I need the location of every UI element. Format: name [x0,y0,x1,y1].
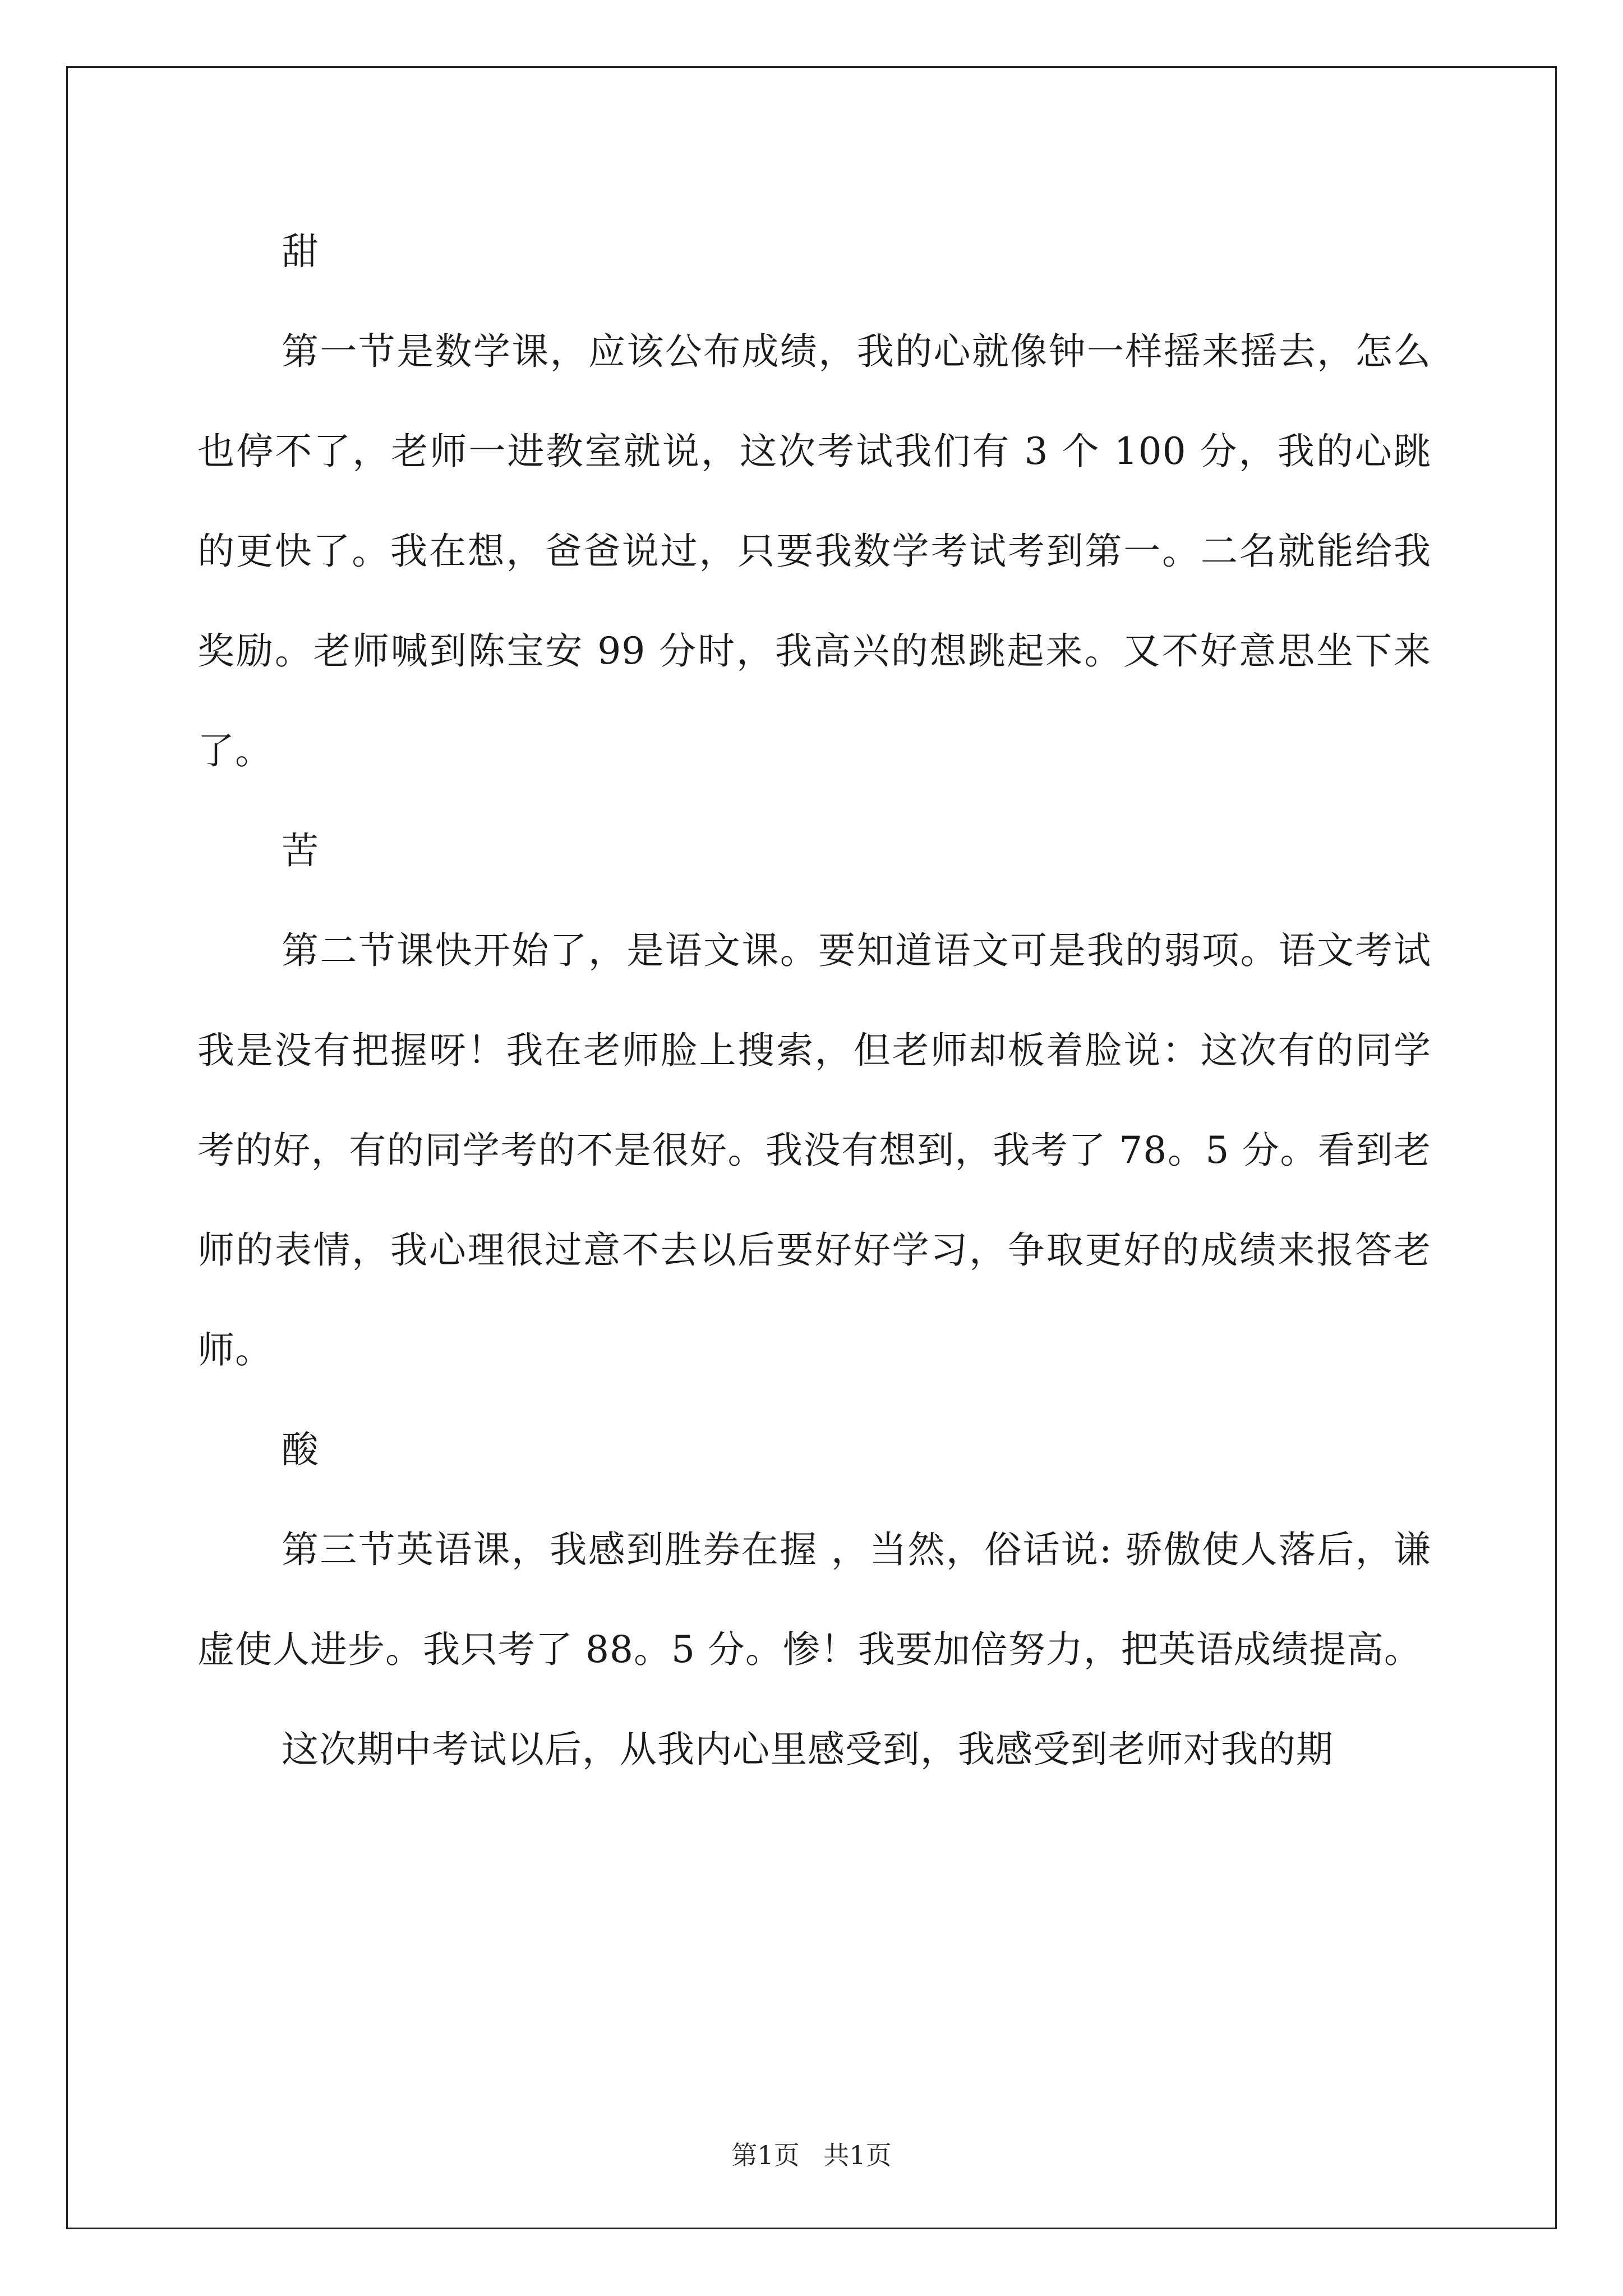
document-body [197,202,1431,1800]
paragraph-english-class: 第三节英语课，我感到胜券在握 ，当然，俗话说: 骄傲使人落后，谦虚使人进步。我只考了 88。5 分。惨！我要加倍努力，把英语成绩提高。 [197,1528,1431,1671]
paragraph-chinese-class: 第二节课快开始了，是语文课。要知道语文可是我的弱项。语文考试我是没有把握呀！我在老师脸上搜索，但老师却板着脸说：这次有的同学考的好，有的同学考的不是很好。我没有想到，我考了 78。5 分。看到老师的表情，我心理很过意不去以后要好好学习，争取更好的成绩来报答老师。 [197,929,1431,1372]
paragraph-math-class: 第一节是数学课，应该公布成绩，我的心就像钟一样摇来摇去，怎么也停不了，老师一进教室就说，这次考试我们有 3 个 100 分，我的心跳的更快了。我在想，爸爸说过，只要我数学考试考到第一。二名就能给我奖励。老师喊到陈宝安 99 分时，我高兴的想跳起来。又不好意思坐下来了。 [197,330,1431,772]
heading-sweet: 甜 [282,230,319,273]
heading-sour: 酸 [282,1428,319,1471]
heading-bitter: 苦 [282,829,319,872]
page-number: 第1页 [731,2140,800,2170]
paragraph-conclusion: 这次期中考试以后，从我内心里感受到，我感受到老师对我的期 [282,1728,1334,1771]
page-footer [0,2135,1623,2172]
page-total: 共1页 [823,2140,892,2170]
